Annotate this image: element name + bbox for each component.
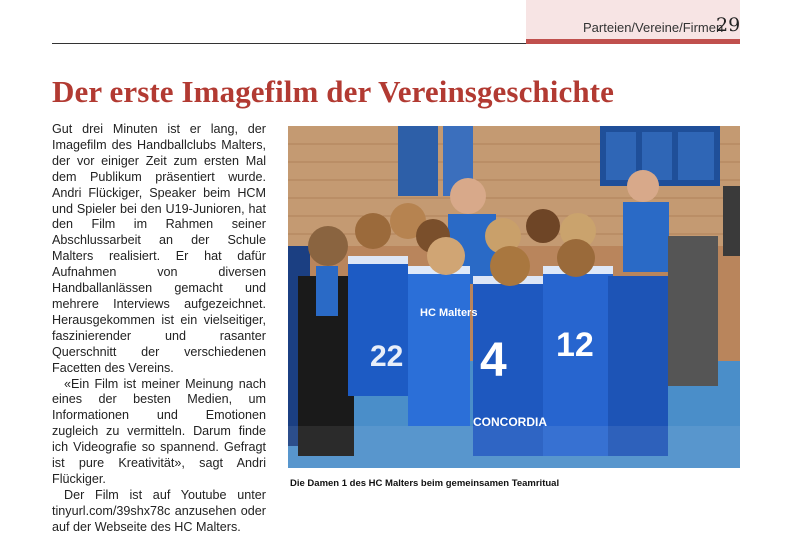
paragraph-quote: «Ein Film ist meiner Meinung nach eines der besten Medien, um Informationen und Emotionen zugleich zu vermitteln. Darum finde ich Videografie so spannend. Gefragt ist pure Kreativität», sagt Andri Flückiger.	[52, 376, 266, 486]
section-header-bar	[526, 39, 740, 44]
header-rule	[52, 43, 526, 44]
jersey-sponsor-text: CONCORDIA	[473, 415, 547, 429]
jersey-number-22: 22	[370, 340, 404, 373]
jersey-number-12: 12	[556, 326, 594, 364]
jersey-number-4: 4	[480, 334, 507, 387]
team-photo	[288, 126, 740, 468]
photo-caption: Die Damen 1 des HC Malters beim gemeinsamen Teamritual	[290, 478, 560, 489]
section-label: Parteien/Vereine/Firmen	[583, 20, 724, 35]
article-headline: Der erste Imagefilm der Vereinsgeschichte	[52, 74, 614, 109]
jersey-brand-text: HC Malters	[420, 307, 478, 319]
paragraph-intro: Gut drei Minuten ist er lang, der Imagefilm des Handballclubs Malters, der vor einiger Zeit zum ersten Mal dem Publikum präsentiert wurde. Andri Flückiger, Speaker beim HCM und Spieler bei den U19-Junioren, hat den Film im Rahmen seiner Abschlussarbeit an der Schule Malters realisiert. Er hat dafür Aufnahmen von diversen Handballanlässen gemacht und mehrere Interviews aufgezeichnet. Herausgekommen ist ein vielseitiger, faszinierender und rasanter Querschnitt der verschiedenen Facetten des Vereins.	[52, 122, 266, 375]
team-photo-illustration	[288, 126, 740, 468]
page-number: 29	[716, 14, 741, 36]
article-body	[52, 122, 266, 536]
paragraph-link: Der Film ist auf Youtube unter tinyurl.com/39shx78c anzusehen oder auf der Webseite des HC Malters.	[52, 487, 266, 534]
